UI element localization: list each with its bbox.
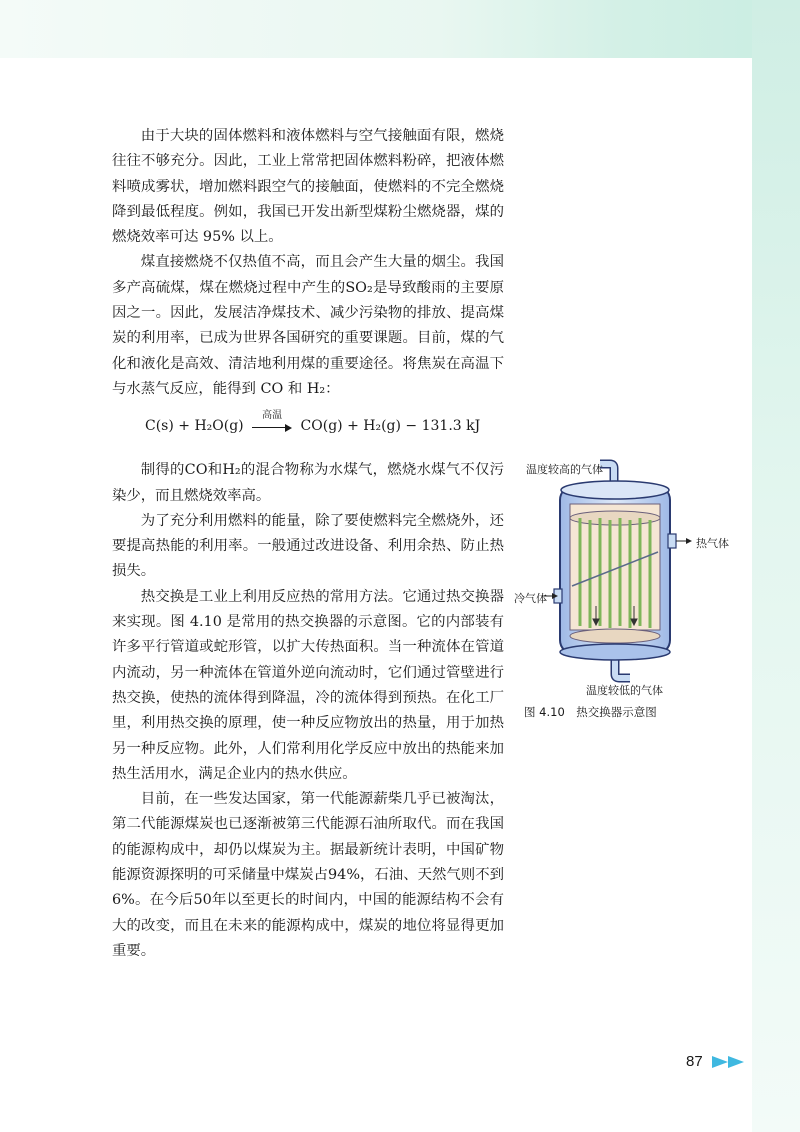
figure-caption: 图 4.10 热交换器示意图 [524, 705, 657, 719]
heat-exchanger-diagram [518, 456, 748, 706]
header-band [0, 0, 800, 58]
paragraph-6: 目前，在一些发达国家，第一代能源薪柴几乎已被淘汰，第二代能源煤炭也已逐渐被第三代能源石油所取代。而在我国的能源构成中，却仍以煤炭为主。据最新统计表明，中国矿物能源资源探明的可采储量中煤炭占94%，石油、天然气则不到6%。在今后50年以至更长的时间内，中国的能源结构不会有大的改变，而且在未来的能源构成中，煤炭的地位将显得更加重要。 [112, 791, 504, 959]
page-number: 87 [686, 1053, 703, 1070]
paragraph-4: 为了充分利用燃料的能量，除了要使燃料完全燃烧外，还要提高热能的利用率。一般通过改进设备、利用余热、防止热损失。 [112, 512, 504, 580]
page-forward-arrows-icon [712, 1054, 748, 1070]
side-band [752, 0, 800, 1132]
label-cold-gas: 冷气体 [514, 592, 547, 605]
equation-products: CO(g) + H₂(g) − 131.3 kJ [300, 418, 481, 434]
paragraph-3: 制得的CO和H₂的混合物称为水煤气，燃烧水煤气不仅污染少，而且燃烧效率高。 [112, 462, 504, 504]
label-low-out: 温度较低的气体 [586, 684, 663, 697]
chemical-equation [145, 411, 485, 441]
body-text [112, 124, 504, 964]
label-hot-in: 温度较高的气体 [526, 463, 603, 476]
heat-exchanger-figure [514, 456, 748, 726]
paragraph-2: 煤直接燃烧不仅热值不高，而且会产生大量的烟尘。我国多产高硫煤，煤在燃烧过程中产生的SO₂是导致酸雨的主要原因之一。因此，发展洁净煤技术、减少污染物的排放、提高煤炭的利用率，已成为世界各国研究的重要课题。目前，煤的气化和液化是高效、清洁地利用煤的重要途径。将焦炭在高温下与水蒸气反应，能得到 CO 和 H₂： [112, 254, 504, 397]
reaction-arrow [252, 411, 292, 441]
paragraph-5: 热交换是工业上利用反应热的常用方法。它通过热交换器来实现。图 4.10 是常用的热交换器的示意图。它的内部装有许多平行管道或蛇形管，以扩大传热面积。当一种流体在管道内流动，另一种流体在管道外逆向流动时，它们通过管壁进行热交换，使热的流体得到降温，冷的流体得到预热。在化工厂里，利用热交换的原理，使一种反应物放出的热量，用于加热另一种反应物。此外，人们常利用化学反应中放出的热能来加热生活用水，满足企业内的热水供应。 [112, 588, 504, 782]
arrow-head-icon [285, 424, 292, 432]
hot-gas-port [668, 534, 676, 548]
label-hot-gas: 热气体 [696, 537, 729, 550]
equation-reactants: C(s) + H₂O(g) [145, 418, 244, 434]
arrow-line [252, 427, 286, 428]
paragraph-1: 由于大块的固体燃料和液体燃料与空气接触面有限，燃烧往往不够充分。因此，工业上常常把固体燃料粉碎，把液体燃料喷成雾状，增加燃料跟空气的接触面，使燃料的不完全燃烧降到最低程度。例如，我国已开发出新型煤粉尘燃烧器，煤的燃烧效率可达 95% 以上。 [112, 128, 504, 246]
reaction-condition: 高温 [262, 410, 283, 421]
